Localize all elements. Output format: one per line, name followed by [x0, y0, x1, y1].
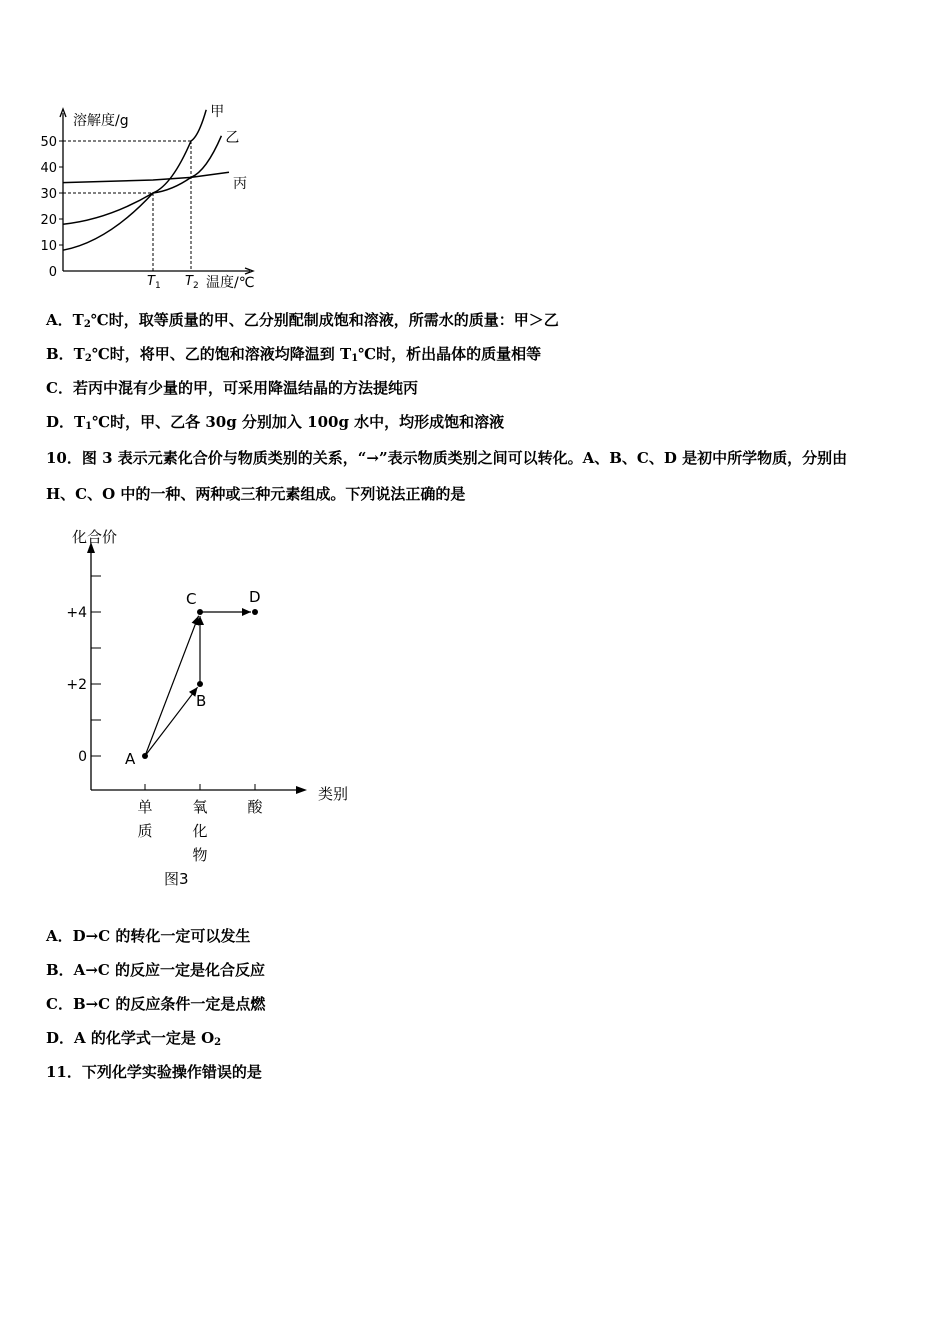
valence-chart: [60, 520, 370, 895]
valence-ticks: [66, 576, 255, 790]
q9-option-d: D．$T_1℃$时，甲、乙各 30g 分别加入 100g 水中，均形成饱和溶液: [46, 413, 505, 432]
q9-option-b: B．$T_2℃$时，将甲、乙的饱和溶液均降温到 $T_1℃$时，析出晶体的质量相等: [46, 345, 542, 364]
point-label-D: D: [249, 588, 261, 606]
x-tick-subscript: 2: [193, 281, 199, 291]
curve-label-甲: 甲: [210, 103, 225, 120]
y-tick-label: 0: [48, 265, 57, 280]
point-C: [197, 609, 203, 615]
point-label-B: B: [196, 692, 207, 710]
x-tick-label: T: [147, 274, 155, 289]
point-label-C: C: [186, 590, 197, 608]
category-label: 氧: [192, 798, 208, 816]
q10-option-b: B．A→C 的反应一定是化合反应: [46, 961, 266, 979]
y-tick-label: 40: [40, 161, 57, 176]
curve-label-乙: 乙: [225, 129, 240, 146]
curve-丙: [63, 172, 229, 182]
solubility-chart: [40, 95, 280, 295]
category-label: 质: [137, 822, 153, 840]
solubility-ticks: [40, 135, 198, 291]
arrow-A-B: [145, 687, 198, 756]
q9-option-c: C．若丙中混有少量的甲，可采用降温结晶的方法提纯丙: [46, 379, 418, 397]
q10-option-d: D．A 的化学式一定是 $O_2$: [46, 1029, 222, 1048]
x-axis-title: 温度/℃: [206, 275, 255, 291]
q9-option-a: A．$T_2℃$时，取等质量的甲、乙分别配制成饱和溶液，所需水的质量：甲＞乙: [46, 311, 559, 330]
y-tick-label: 50: [40, 135, 57, 150]
figure-caption: 图3: [164, 870, 189, 888]
arrow-head-C-D: [242, 608, 251, 616]
arrow-A-C: [145, 616, 199, 756]
x-tick-subscript: 1: [155, 281, 161, 291]
q10-stem-line-1: 10．图 3 表示元素化合价与物质类别的关系，“→”表示物质类别之间可以转化。A、B、C、D 是初中所学物质，分别由: [46, 449, 848, 467]
y-tick-label: 20: [40, 213, 57, 228]
y-tick-label: +2: [66, 677, 87, 693]
y-axis-title: 化合价: [72, 528, 118, 546]
category-label: 单: [137, 798, 153, 816]
q10-option-a: A．D→C 的转化一定可以发生: [46, 927, 251, 945]
point-A: [142, 753, 148, 759]
y-tick-label: +4: [66, 605, 87, 621]
q10-option-c: C．B→C 的反应条件一定是点燃: [46, 995, 266, 1013]
y-tick-label: 30: [40, 187, 57, 202]
point-label-A: A: [125, 750, 136, 768]
x-tick-label: T: [185, 274, 193, 289]
y-tick-label: 10: [40, 239, 57, 254]
curve-label-丙: 丙: [233, 176, 247, 193]
y-tick-label: 0: [78, 749, 87, 765]
q11-stem: 11．下列化学实验操作错误的是: [46, 1063, 262, 1081]
q10-stem-line-2: H、C、O 中的一种、两种或三种元素组成。下列说法正确的是: [46, 485, 466, 503]
point-D: [252, 609, 258, 615]
valence-axes: [87, 542, 307, 794]
valence-points: [125, 588, 261, 768]
category-label: 化: [192, 822, 208, 840]
category-label: 物: [192, 846, 208, 864]
point-B: [197, 681, 203, 687]
x-axis-title: 类别: [318, 785, 349, 803]
valence-categories: [137, 798, 263, 864]
y-axis-title: 溶解度/g: [73, 113, 129, 129]
category-label: 酸: [247, 798, 263, 816]
